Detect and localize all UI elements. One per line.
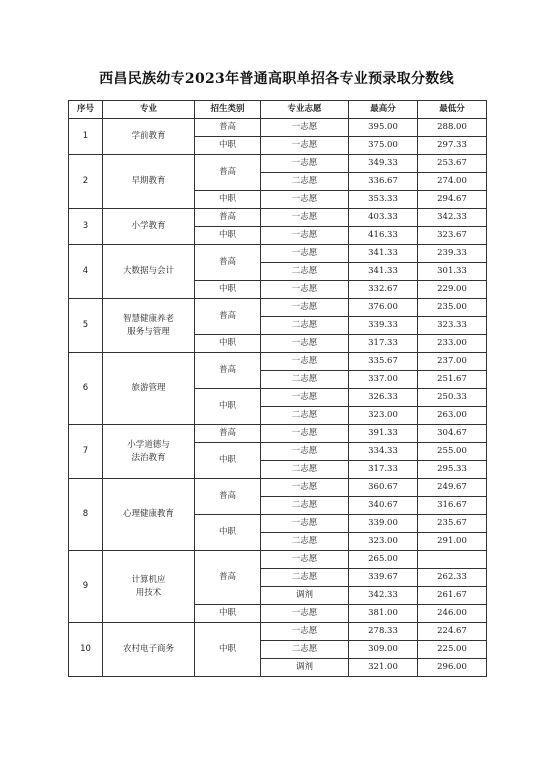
score-cell: 376.00 (349, 299, 418, 317)
row-index-cell: 5 (69, 299, 103, 353)
score-cell (418, 551, 487, 569)
score-cell: 249.67 (418, 479, 487, 497)
score-cell: 323.67 (418, 227, 487, 245)
table-cell: 普高 (195, 245, 261, 281)
table-cell: 调剂 (261, 587, 349, 605)
table-body (69, 119, 487, 677)
score-cell: 288.00 (418, 119, 487, 137)
table-cell: 中职 (195, 605, 261, 623)
table-cell: 一志愿 (261, 227, 349, 245)
table-cell: 一志愿 (261, 623, 349, 641)
table-cell: 普高 (195, 425, 261, 443)
row-index-cell: 6 (69, 353, 103, 425)
major-name-cell: 智慧健康养老 服务与管理 (103, 299, 195, 353)
table-cell: 二志愿 (261, 173, 349, 191)
table-cell: 普高 (195, 155, 261, 191)
score-cell: 416.33 (349, 227, 418, 245)
table-cell: 一志愿 (261, 209, 349, 227)
table-cell: 一志愿 (261, 353, 349, 371)
score-cell: 265.00 (349, 551, 418, 569)
row-index-cell: 9 (69, 551, 103, 623)
score-cell: 291.00 (418, 533, 487, 551)
table-cell: 二志愿 (261, 641, 349, 659)
score-cell: 339.67 (349, 569, 418, 587)
row-index-cell: 7 (69, 425, 103, 479)
table-row (69, 479, 487, 497)
table-cell: 一志愿 (261, 137, 349, 155)
table-cell: 中职 (195, 443, 261, 479)
score-cell: 225.00 (418, 641, 487, 659)
table-cell: 中职 (195, 335, 261, 353)
score-cell: 296.00 (418, 659, 487, 677)
table-row (69, 551, 487, 569)
score-cell: 323.33 (418, 317, 487, 335)
score-cell: 339.00 (349, 515, 418, 533)
major-name-cell: 早期教育 (103, 155, 195, 209)
table-header-row (69, 101, 487, 119)
score-cell: 235.67 (418, 515, 487, 533)
header-major: 专业 (103, 101, 195, 119)
score-cell: 297.33 (418, 137, 487, 155)
score-cell: 294.67 (418, 191, 487, 209)
table-cell: 普高 (195, 353, 261, 389)
score-cell: 239.33 (418, 245, 487, 263)
table-cell: 一志愿 (261, 335, 349, 353)
table-cell: 中职 (195, 191, 261, 209)
table-cell: 一志愿 (261, 551, 349, 569)
major-name-cell: 旅游管理 (103, 353, 195, 425)
score-cell: 335.67 (349, 353, 418, 371)
table-cell: 中职 (195, 515, 261, 551)
table-cell: 中职 (195, 137, 261, 155)
table-cell: 普高 (195, 551, 261, 605)
score-cell: 337.00 (349, 371, 418, 389)
major-name-cell: 大数据与会计 (103, 245, 195, 299)
table-cell: 二志愿 (261, 569, 349, 587)
table-cell: 一志愿 (261, 479, 349, 497)
score-cell: 251.67 (418, 371, 487, 389)
table-row (69, 155, 487, 173)
table-cell: 二志愿 (261, 407, 349, 425)
header-preference: 专业志愿 (261, 101, 349, 119)
score-cell: 336.67 (349, 173, 418, 191)
score-cell: 323.00 (349, 407, 418, 425)
score-cell: 262.33 (418, 569, 487, 587)
table-cell: 中职 (195, 227, 261, 245)
major-name-cell: 学前教育 (103, 119, 195, 155)
row-index-cell: 3 (69, 209, 103, 245)
table-cell: 普高 (195, 299, 261, 335)
table-cell: 一志愿 (261, 281, 349, 299)
table-cell: 一志愿 (261, 605, 349, 623)
score-cell: 246.00 (418, 605, 487, 623)
score-cell: 250.33 (418, 389, 487, 407)
table-cell: 调剂 (261, 659, 349, 677)
table-cell: 普高 (195, 119, 261, 137)
score-cell: 261.67 (418, 587, 487, 605)
table-cell: 二志愿 (261, 263, 349, 281)
score-cell: 403.33 (349, 209, 418, 227)
table-row (69, 425, 487, 443)
major-name-cell: 计算机应 用技术 (103, 551, 195, 623)
table-row (69, 623, 487, 641)
score-cell: 391.33 (349, 425, 418, 443)
table-cell: 一志愿 (261, 443, 349, 461)
score-cell: 309.00 (349, 641, 418, 659)
table-cell: 一志愿 (261, 515, 349, 533)
table-cell: 二志愿 (261, 461, 349, 479)
major-name-cell: 小学教育 (103, 209, 195, 245)
score-cell: 353.33 (349, 191, 418, 209)
score-cell: 341.33 (349, 263, 418, 281)
score-cell: 339.33 (349, 317, 418, 335)
score-cell: 342.33 (418, 209, 487, 227)
score-cell: 341.33 (349, 245, 418, 263)
score-cell: 278.33 (349, 623, 418, 641)
document-title: 西昌民族幼专2023年普通高职单招各专业预录取分数线 (99, 71, 454, 87)
table-cell: 一志愿 (261, 191, 349, 209)
score-cell: 332.67 (349, 281, 418, 299)
score-cell: 235.00 (418, 299, 487, 317)
table-cell: 一志愿 (261, 245, 349, 263)
score-cell: 316.67 (418, 497, 487, 515)
score-cell: 349.33 (349, 155, 418, 173)
score-cell: 304.67 (418, 425, 487, 443)
table-row (69, 119, 487, 137)
score-cell: 253.67 (418, 155, 487, 173)
table-cell: 中职 (195, 389, 261, 425)
header-min-score: 最低分 (418, 101, 487, 119)
table-cell: 一志愿 (261, 389, 349, 407)
score-cell: 323.00 (349, 533, 418, 551)
score-cell: 317.33 (349, 335, 418, 353)
score-cell: 321.00 (349, 659, 418, 677)
table-cell: 一志愿 (261, 425, 349, 443)
row-index-cell: 4 (69, 245, 103, 299)
table-cell: 二志愿 (261, 317, 349, 335)
score-table (68, 100, 487, 677)
score-cell: 301.33 (418, 263, 487, 281)
score-cell: 342.33 (349, 587, 418, 605)
score-cell: 255.00 (418, 443, 487, 461)
header-max-score: 最高分 (349, 101, 418, 119)
header-index: 序号 (69, 101, 103, 119)
row-index-cell: 2 (69, 155, 103, 209)
score-cell: 334.33 (349, 443, 418, 461)
score-cell: 340.67 (349, 497, 418, 515)
score-cell: 395.00 (349, 119, 418, 137)
table-cell: 中职 (195, 281, 261, 299)
score-cell: 229.00 (418, 281, 487, 299)
score-cell: 326.33 (349, 389, 418, 407)
row-index-cell: 8 (69, 479, 103, 551)
score-cell: 295.33 (418, 461, 487, 479)
score-cell: 263.00 (418, 407, 487, 425)
table-row (69, 245, 487, 263)
table-cell: 中职 (195, 623, 261, 677)
major-name-cell: 农村电子商务 (103, 623, 195, 677)
table-cell: 一志愿 (261, 299, 349, 317)
score-cell: 381.00 (349, 605, 418, 623)
score-cell: 224.67 (418, 623, 487, 641)
table-row (69, 353, 487, 371)
score-cell: 317.33 (349, 461, 418, 479)
table-cell: 二志愿 (261, 533, 349, 551)
score-cell: 233.00 (418, 335, 487, 353)
score-cell: 360.67 (349, 479, 418, 497)
table-row (69, 209, 487, 227)
major-name-cell: 心理健康教育 (103, 479, 195, 551)
table-cell: 普高 (195, 209, 261, 227)
row-index-cell: 1 (69, 119, 103, 155)
major-name-cell: 小学道德与 法治教育 (103, 425, 195, 479)
score-cell: 375.00 (349, 137, 418, 155)
table-row (69, 299, 487, 317)
table-cell: 一志愿 (261, 119, 349, 137)
score-cell: 237.00 (418, 353, 487, 371)
table-cell: 二志愿 (261, 497, 349, 515)
table-cell: 二志愿 (261, 371, 349, 389)
table-cell: 普高 (195, 479, 261, 515)
score-cell: 274.00 (418, 173, 487, 191)
header-category: 招生类别 (195, 101, 261, 119)
row-index-cell: 10 (69, 623, 103, 677)
table-cell: 一志愿 (261, 155, 349, 173)
